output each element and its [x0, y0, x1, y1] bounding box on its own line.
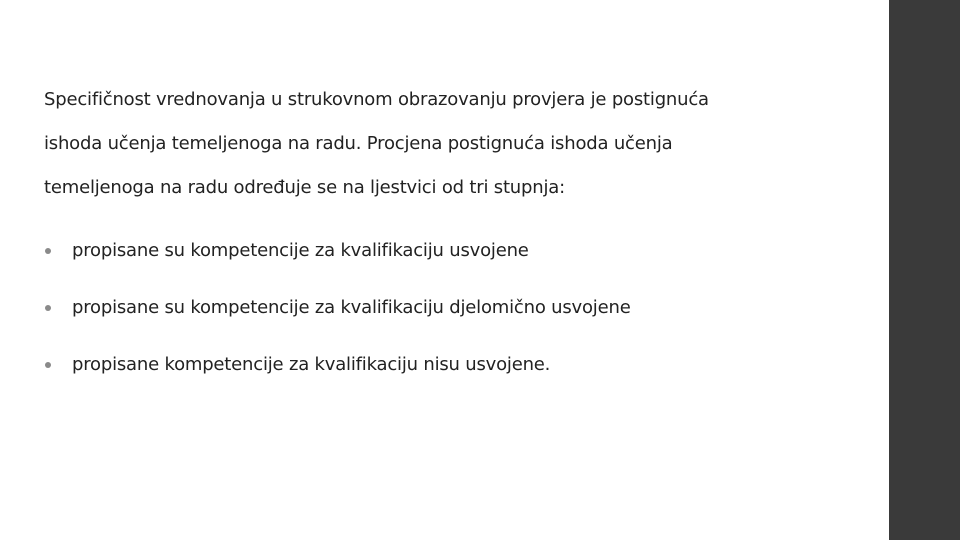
bullet-item	[44, 222, 864, 279]
side-accent-bar	[889, 0, 960, 540]
bullet-list	[44, 222, 864, 393]
intro-paragraph	[44, 78, 864, 210]
paragraph-line: temeljenoga na radu određuje se na ljestvici od tri stupnja:	[44, 177, 565, 198]
bullet-text: propisane kompetencije za kvalifikaciju nisu usvojene.	[72, 354, 551, 375]
bullet-dot-icon	[45, 248, 51, 254]
paragraph-line: ishoda učenja temeljenoga na radu. Procjena postignuća ishoda učenja	[44, 133, 673, 154]
bullet-item	[44, 336, 864, 393]
bullet-dot-icon	[45, 305, 51, 311]
paragraph-line: Specifičnost vrednovanja u strukovnom obrazovanju provjera je postignuća	[44, 89, 709, 110]
bullet-text: propisane su kompetencije za kvalifikaciju djelomično usvojene	[72, 297, 631, 318]
slide-content	[44, 78, 864, 393]
bullet-item	[44, 279, 864, 336]
bullet-text: propisane su kompetencije za kvalifikaciju usvojene	[72, 240, 529, 261]
bullet-dot-icon	[45, 362, 51, 368]
